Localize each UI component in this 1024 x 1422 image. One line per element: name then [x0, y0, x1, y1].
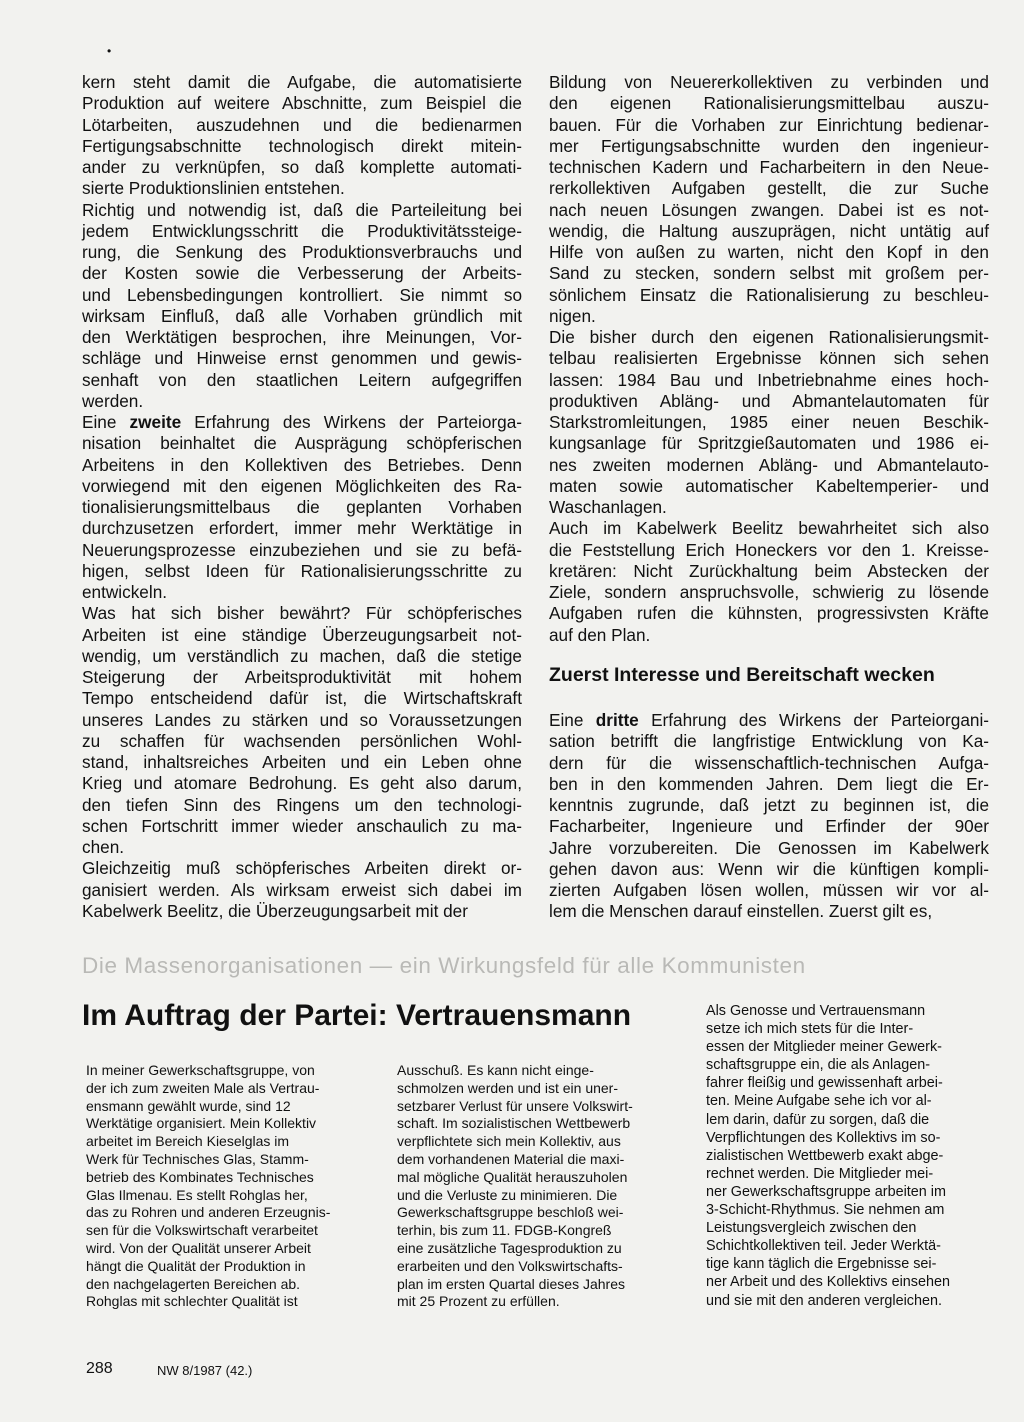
text-line: Steigerung der Arbeitsproduktivität mit hohem	[82, 667, 522, 687]
text-line: In meiner Gewerkschaftsgruppe, von	[86, 1062, 315, 1078]
text-line: Arbeiten ist eine ständige Überzeugungsarbeit not-	[82, 624, 522, 645]
text-line: ensmann gewählt wurde, sind 12	[86, 1097, 291, 1114]
text-line: sierte Produktionslinien entstehen.	[82, 178, 345, 199]
text-line: Kabelwerk Beelitz, die Überzeugungsarbeit mit der	[82, 900, 468, 921]
text-line: den Werktätigen besprochen, ihre Meinungen, Vor-	[82, 327, 522, 347]
text-line: auf den Plan.	[549, 624, 651, 645]
text-line: Arbeitens in den Kollektiven des Betriebes. Denn	[82, 454, 522, 475]
text-line: Ausschuß. Es kann nicht einge-	[397, 1062, 594, 1078]
text-line: hängt die Qualität der Produktion in	[86, 1257, 306, 1274]
text-line: Bildung von Neuererkollektiven zu verbinden und	[549, 72, 989, 92]
text-line: Lötarbeiten, auszudehnen und die bedienarmen	[82, 114, 522, 135]
text-line: setze ich mich stets für die Inter-	[706, 1021, 914, 1038]
text-line: gehen davon aus: Wenn wir die künftigen kompli-	[549, 858, 989, 879]
text-line: nisation beinhaltet die Ausprägung schöpferischen	[82, 433, 522, 454]
box-column-3	[706, 1002, 992, 1310]
text-line: ander zu verknüpfen, so daß komplette automati-	[82, 157, 522, 177]
text-line: tige kann täglich die Ergebnisse sei-	[706, 1256, 937, 1273]
text-line: Gewerkschaftsgruppe beschloß wei-	[397, 1204, 624, 1221]
text-line: und sie mit den anderen vergleichen.	[706, 1292, 942, 1309]
text-line: mit 25 Prozent zu erfüllen.	[397, 1293, 560, 1310]
text-line: senhaft von den staatlichen Leitern aufgegriffen	[82, 369, 522, 390]
headline: Im Auftrag der Partei: Vertrauensmann	[82, 999, 632, 1032]
text-line: rerkollektiven Aufgaben gestellt, die zur Suche	[549, 178, 989, 199]
text-line: Eine zweite Erfahrung des Wirkens der Parteiorga-	[82, 412, 522, 432]
text-line: wendig, die Haltung auszuprägen, nicht untätig auf	[549, 220, 989, 241]
text-line: vorwiegend mit den eigenen Möglichkeiten des Ra-	[82, 475, 522, 496]
text-line: Tempo entscheidend dafür ist, die Wirtschaftskraft	[82, 688, 522, 709]
text-line: Verpflichtungen des Kollektivs im so-	[706, 1129, 941, 1146]
text-line: den eigenen Rationalisierungsmittelbau auszu-	[549, 93, 989, 114]
text-line: arbeitet im Bereich Kieselglas im	[86, 1133, 290, 1150]
text-line: Neuerungsprozesse einzubeziehen und sie zu befä-	[82, 539, 522, 560]
text-line: Hilfe von außen zu warten, nicht den Kopf in den	[549, 242, 989, 262]
text-line: schmolzen werden und ist ein uner-	[397, 1079, 619, 1096]
text-line: nes zweiten modernen Abläng- und Abmantelauto-	[549, 454, 989, 475]
text-line: durchzusetzen erfordert, immer mehr Werktätige in	[82, 518, 522, 539]
article-column-left	[82, 72, 522, 922]
text-line: wird. Von der Qualität unserer Arbeit	[86, 1239, 311, 1256]
text-line: und Lebensbedingungen kontrolliert. Sie nimmt so	[82, 284, 522, 305]
text-line: sen für die Volkswirtschaft verarbeitet	[86, 1222, 318, 1239]
text-line: Rohglas mit schlechter Qualität ist	[86, 1293, 298, 1310]
text-line: plan im ersten Quartal dieses Jahres	[397, 1275, 625, 1292]
text-line: jedem Entwicklungsschritt die Produktivitätssteige-	[82, 220, 522, 241]
text-line: chen.	[82, 837, 125, 857]
text-line: Glas Ilmenau. Es stellt Rohglas her,	[86, 1186, 308, 1203]
text-line: 3-Schicht-Rhythmus. Sie nehmen am	[706, 1202, 945, 1219]
bullet-mark: •	[107, 44, 112, 58]
text-line: die Feststellung Erich Honeckers vor den 1. Kreisse-	[549, 539, 989, 560]
text-line: produktiven Abläng- und Abmantelautomaten für	[549, 390, 989, 411]
text-line: Waschanlagen.	[549, 497, 667, 517]
text-line: Eine dritte Erfahrung des Wirkens der Parteiorgani-	[549, 710, 989, 730]
text-line: Die bisher durch den eigenen Rationalisierungsmit-	[549, 327, 989, 347]
text-line: Werktätige organisiert. Mein Kollektiv	[86, 1115, 317, 1132]
text-line: unseres Landes zu stärken und so Voraussetzungen	[82, 709, 522, 730]
text-line: Starkstromleitungen, 1985 einer neuen Beschik-	[549, 412, 989, 432]
text-line: lem die Menschen darauf einstellen. Zuerst gilt es,	[549, 901, 933, 922]
text-line: sation betrifft die langfristige Entwicklung von Ka-	[549, 731, 989, 752]
text-line: und die Verluste zu minimieren. Die	[397, 1186, 618, 1203]
text-line: schläge und Hinweise ernst genommen und gewis-	[82, 348, 522, 369]
text-line: Richtig und notwendig ist, daß die Parteileitung bei	[82, 199, 522, 220]
text-line: lem darin, dafür zu sorgen, daß die	[706, 1111, 930, 1128]
text-line: ner Arbeit und des Kollektivs einsehen	[706, 1274, 950, 1291]
text-line: rung, die Senkung des Produktionsverbrauchs und	[82, 242, 522, 262]
text-line: Fertigungsabschnitte technologisch direkt mitein-	[82, 135, 522, 156]
text-line: schaft. Im sozialistischen Wettbewerb	[397, 1115, 631, 1132]
text-line: betrieb des Kombinates Technisches	[86, 1168, 314, 1185]
text-line: Sand zu stecken, sondern selbst mit großem per-	[549, 263, 989, 284]
text-line: maten sowie automatischer Kabeltemperier- und	[549, 475, 989, 496]
text-line: lassen: 1984 Bau und Inbetriebnahme eines hoch-	[549, 369, 989, 390]
text-line: schaftsgruppe ein, die als Anlagen-	[706, 1057, 931, 1074]
text-line: terhin, bis zum 11. FDGB-Kongreß	[397, 1222, 612, 1239]
text-line: Werk für Technisches Glas, Stamm-	[86, 1150, 309, 1167]
text-line: zierten Aufgaben lösen wollen, müssen wir vor al-	[549, 880, 989, 900]
text-line: zu schaffen für wachsenden persönlichen Wohl-	[82, 730, 522, 751]
text-line: Schichtkollektiven teil. Jeder Werktä-	[706, 1238, 941, 1255]
issue-reference: NW 8/1987 (42.)	[157, 1363, 253, 1378]
text-line: wendig, um verständlich zu machen, daß die stetige	[82, 645, 522, 666]
text-line: werden.	[82, 390, 144, 411]
text-line: mal mögliche Qualität herauszuholen	[397, 1168, 628, 1185]
text-line: fahrer fleißig und gewissenhaft arbei-	[706, 1075, 943, 1092]
text-line: higen, selbst Ideen für Rationalisierungsschritte zu	[82, 560, 522, 581]
text-line: Produktion auf weitere Abschnitte, zum Beispiel die	[82, 93, 522, 114]
text-line: sönlichem Einsatz die Rationalisierung zu beschleu-	[549, 284, 989, 305]
text-line: ten. Meine Aufgabe sehe ich vor al-	[706, 1093, 932, 1110]
box-column-2	[397, 1062, 687, 1311]
text-line: Was hat sich bisher bewährt? Für schöpferisches	[82, 603, 522, 624]
text-line: essen der Mitglieder meiner Gewerk-	[706, 1039, 942, 1056]
text-line: Krieg und atomare Bedrohung. Es geht also darum,	[82, 773, 522, 794]
text-line: tionalisierungsmittelbaus die geplanten Vorhaben	[82, 497, 522, 517]
text-line: der ich zum zweiten Male als Vertrau-	[86, 1079, 320, 1096]
text-line: ben in den kommenden Jahren. Dem liegt die Er-	[549, 773, 989, 794]
text-line: ner Gewerkschaftsgruppe arbeiten im	[706, 1183, 946, 1200]
text-line: stand, inhaltsreiches Arbeiten und ein Leben ohne	[82, 752, 522, 772]
box-column-1	[86, 1062, 368, 1311]
text-line: kungsanlage für Spritzgießautomaten und 1986 ei-	[549, 433, 989, 454]
text-line: rechnet werden. Die Mitglieder mei-	[706, 1165, 934, 1182]
text-line: schen Fortschritt immer wieder anschaulich zu ma-	[82, 815, 522, 836]
text-line: kenntnis zugrunde, daß jetzt zu beginnen ist, die	[549, 795, 989, 815]
text-line: entwickeln.	[82, 582, 168, 602]
page-number: 288	[86, 1360, 113, 1377]
text-line: den tiefen Sinn des Ringens um den technologi-	[82, 794, 522, 815]
text-line: setzbarer Verlust für unsere Volkswirt-	[397, 1097, 633, 1114]
text-line: Gleichzeitig muß schöpferisches Arbeiten direkt or-	[82, 858, 522, 879]
section-heading: Zuerst Interesse und Bereitschaft wecken	[549, 664, 935, 686]
text-line: zialistischen Wettbewerb exakt abge-	[706, 1147, 944, 1164]
text-line: Ziele, sondern anspruchsvolle, schwierig zu lösende	[549, 582, 989, 602]
text-line: Leistungsvergleich zwischen den	[706, 1220, 917, 1237]
text-line: telbau realisierten Ergebnisse können sich sehen	[549, 348, 989, 369]
text-line: nach neuen Lösungen zwangen. Dabei ist es not-	[549, 199, 989, 220]
text-line: das zu Rohren und anderen Erzeugnis-	[86, 1204, 331, 1221]
text-line: technischen Kadern und Facharbeitern in den Neue-	[549, 157, 989, 177]
text-line: Als Genosse und Vertrauensmann	[706, 1003, 926, 1019]
text-line: ganisiert werden. Als wirksam erweist sich dabei im	[82, 879, 522, 900]
text-line: dem vorhandenen Material die maxi-	[397, 1150, 625, 1167]
text-line: wirksam Einfluß, daß alle Vorhaben gründlich mit	[82, 305, 522, 326]
text-line: mer Fertigungsabschnitte wurden den ingenieur-	[549, 135, 989, 156]
text-line: den nachgelagerten Bereichen ab.	[86, 1275, 301, 1292]
text-line: kretären: Nicht Zurückhaltung beim Abstecken der	[549, 560, 989, 581]
text-line: bauen. Für die Vorhaben zur Einrichtung bedienar-	[549, 114, 989, 135]
text-line: Jahre vorzubereiten. Die Genossen im Kabelwerk	[549, 837, 989, 858]
rubric-line: Die Massenorganisationen — ein Wirkungsfeld für alle Kommunisten	[82, 953, 806, 978]
text-line: kern steht damit die Aufgabe, die automatisierte	[82, 72, 522, 92]
text-line: dern für die wissenschaftlich-technischen Aufga-	[549, 752, 989, 773]
text-line: Facharbeiter, Ingenieure und Erfinder der 90er	[549, 816, 989, 837]
text-line: Aufgaben rufen die kühnsten, progressivsten Kräfte	[549, 603, 989, 624]
text-line: Auch im Kabelwerk Beelitz bewahrheitet sich also	[549, 518, 989, 539]
article-column-right	[549, 72, 989, 646]
text-line: eine zusätzliche Tagesproduktion zu	[397, 1239, 622, 1256]
text-line: verpflichtete sich mein Kollektiv, aus	[397, 1133, 621, 1150]
article-column-right-continued	[549, 710, 989, 923]
text-line: der Kosten sowie die Verbesserung der Arbeits-	[82, 263, 522, 284]
text-line: erarbeiten und den Volkswirtschafts-	[397, 1257, 623, 1274]
text-line: nigen.	[549, 305, 596, 326]
